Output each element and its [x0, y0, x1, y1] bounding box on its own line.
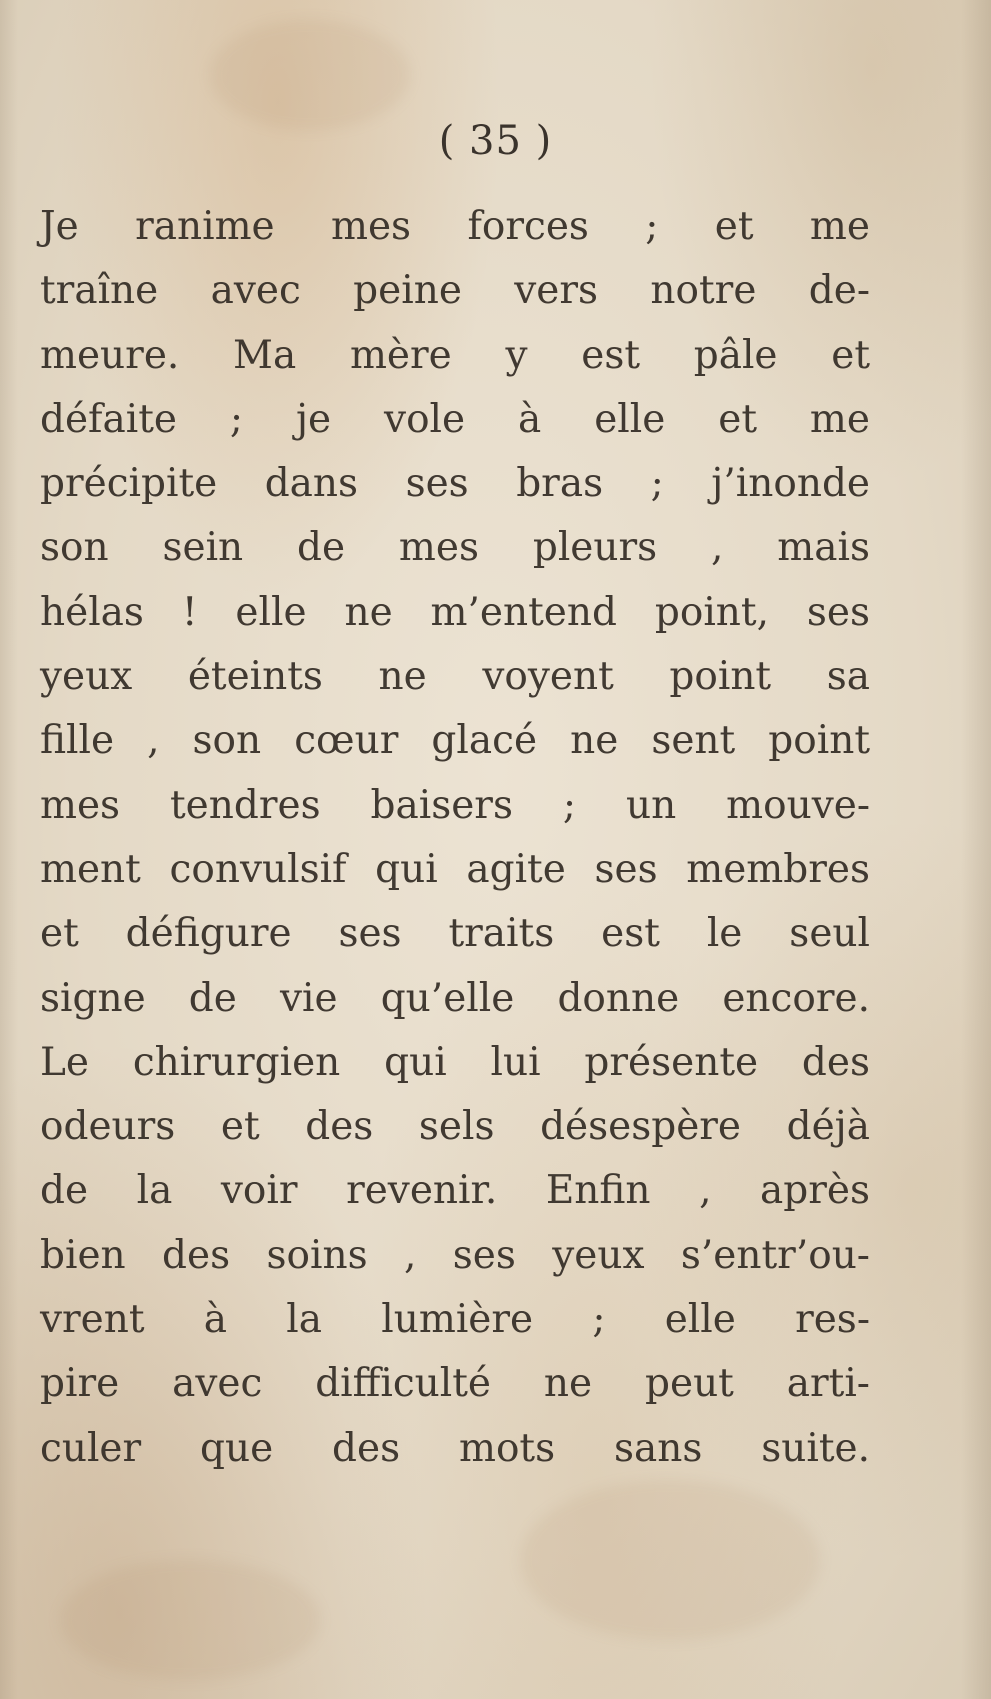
text-line: culer que des mots sans suite. [40, 1425, 870, 1471]
page-left-edge [0, 0, 18, 1699]
text-line: défaite ; je vole à elle et me [40, 396, 870, 442]
text-line: traîne avec peine vers notre de- [40, 268, 870, 314]
text-line: hélas ! elle ne m’entend point, ses [40, 589, 870, 635]
text-line: fille , son cœur glacé ne sent point [40, 718, 870, 764]
text-line: yeux éteints ne voyent point sa [40, 654, 870, 700]
text-line: précipite dans ses bras ; j’inonde [40, 461, 870, 507]
text-line: et défigure ses traits est le seul [40, 911, 870, 957]
text-line: vrent à la lumière ; elle res- [40, 1297, 870, 1343]
text-line: Je ranime mes forces ; et me [40, 204, 870, 249]
text-line: ment convulsif qui agite ses membres [40, 846, 870, 892]
text-line: pire avec difficulté ne peut arti- [40, 1361, 870, 1407]
text-line: son sein de mes pleurs , mais [40, 525, 870, 571]
page-right-edge [961, 0, 991, 1699]
text-line: odeurs et des sels désespère déjà [40, 1104, 870, 1150]
text-line: signe de vie qu’elle donne encore. [40, 975, 870, 1021]
text-line: meure. Ma mère y est pâle et [40, 332, 870, 378]
paper-stain [60, 1560, 320, 1680]
text-line: de la voir revenir. Enfin , après [40, 1168, 870, 1214]
page-number: ( 35 ) [438, 118, 553, 164]
paper-stain [520, 1480, 820, 1640]
text-line: mes tendres baisers ; un mouve- [40, 782, 870, 828]
page-text [40, 195, 870, 1481]
text-line: bien des soins , ses yeux s’entr’ou- [40, 1232, 870, 1278]
paper-stain [210, 20, 410, 130]
text-line: Le chirurgien qui lui présente des [40, 1039, 870, 1085]
